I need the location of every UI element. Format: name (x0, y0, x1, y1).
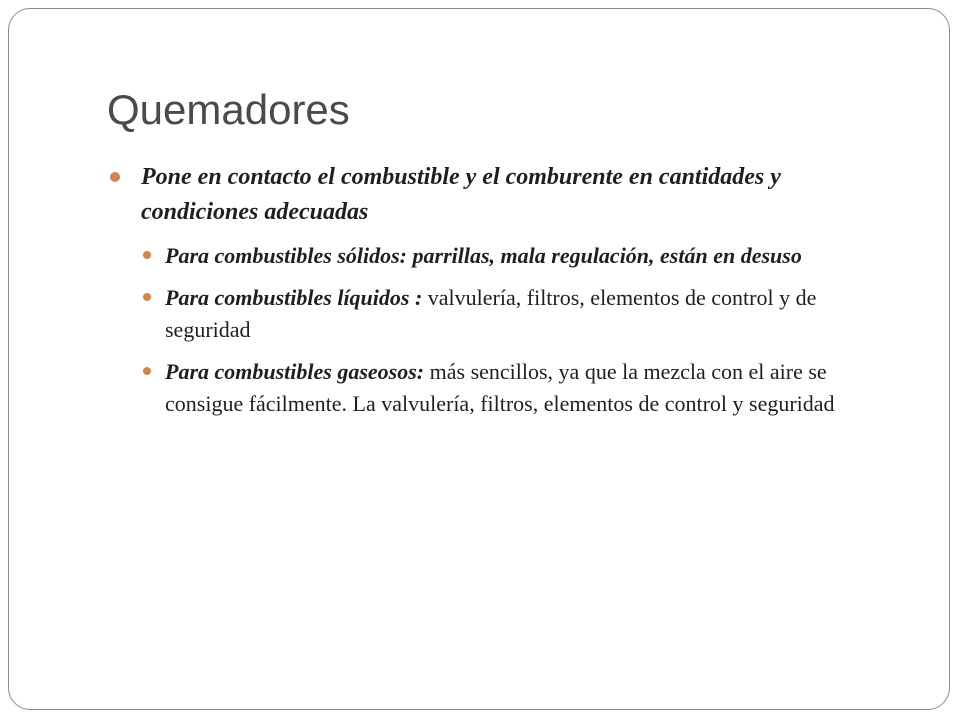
bullet-main-text: Pone en contacto el combustible y el comburente en cantidades y condiciones adecuadas (141, 164, 781, 225)
sub-bullet-dot-icon (143, 251, 151, 259)
slide-title: Quemadores (107, 86, 350, 133)
sub-bullet-dot-icon (143, 367, 151, 375)
sub-bullet-lead: Para combustibles líquidos : (165, 285, 423, 310)
sub-bullet-rest: más sencillos, ya que la mezcla con el aire se consigue fácilmente. La valvulería, filtros, elementos de control y seguridad (165, 359, 835, 416)
bullet-main (108, 160, 848, 230)
sub-bullet-solidos (141, 240, 848, 272)
sub-bullet-dot-icon (143, 293, 151, 301)
sub-bullet-rest: valvulería, filtros, elementos de control y de seguridad (165, 285, 817, 342)
slide-body (108, 160, 848, 430)
sub-bullet-lead: Para combustibles gaseosos: (165, 359, 425, 384)
sub-bullet-lead: Para combustibles sólidos: parrillas, mala regulación, están en desuso (165, 243, 802, 268)
sub-bullet-gaseosos (141, 356, 848, 420)
sub-bullet-liquidos (141, 282, 848, 346)
bullet-dot-icon (110, 172, 120, 182)
